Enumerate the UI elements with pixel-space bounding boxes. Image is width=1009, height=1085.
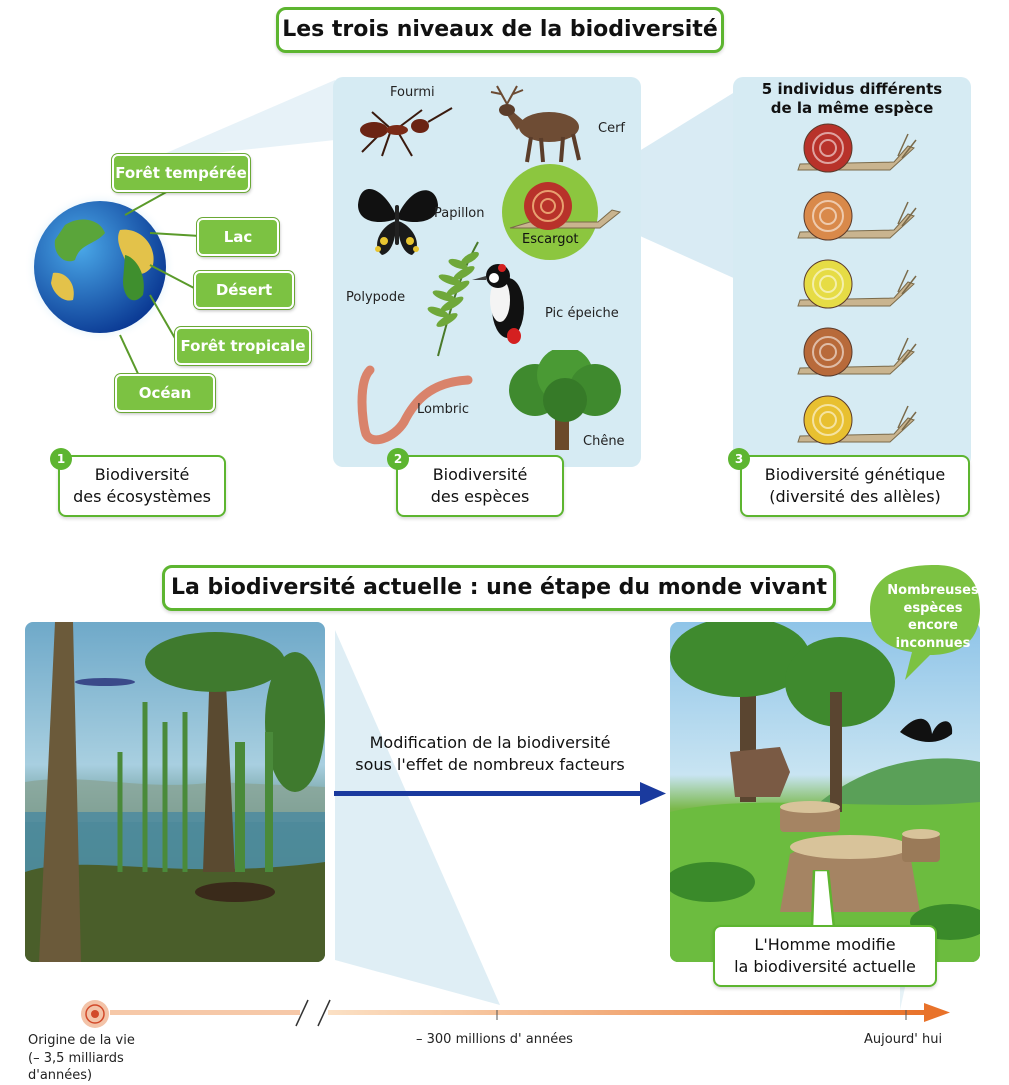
badge-3: 3 (728, 448, 750, 470)
timeline-origin (28, 1032, 188, 1085)
timeline-middle: – 300 millions d' années (416, 1032, 573, 1047)
human-modifies-box (713, 925, 937, 987)
bottom-title: La biodiversité actuelle : une étape du monde vivant (162, 565, 836, 611)
caption-ecosystemes-line2: des écosystèmes (73, 487, 211, 506)
snail-variant-3 (798, 260, 916, 308)
speech-bubble-text (878, 582, 988, 652)
caption-especes (396, 455, 564, 517)
caption-especes-line1: Biodiversité (432, 465, 528, 485)
caption-ecosystemes-line1: Biodiversité (94, 465, 190, 485)
bubble-line-3: encore (908, 618, 958, 634)
label-lac: Lac (197, 218, 279, 256)
label-pic-epeiche: Pic épeiche (545, 306, 619, 321)
bubble-line-4: inconnues (895, 635, 971, 651)
label-escargot: Escargot (522, 232, 579, 247)
human-box-pointer (808, 870, 838, 930)
badge-2: 2 (387, 448, 409, 470)
badge-1: 1 (50, 448, 72, 470)
label-fourmi: Fourmi (390, 85, 435, 100)
human-box-line2: la biodiversité actuelle (734, 957, 916, 976)
woodpecker-illustration (470, 258, 542, 354)
snail-variant-2 (798, 192, 916, 240)
snail-variant-1 (798, 124, 916, 172)
caption-genetique (740, 455, 970, 517)
genetic-header-line1: 5 individus différents (761, 80, 943, 98)
label-polypode: Polypode (346, 290, 406, 305)
label-foret-temperee: Forêt tempérée (112, 154, 250, 192)
snail-variant-4 (798, 328, 916, 376)
bubble-line-1: Nombreuses (887, 583, 979, 598)
modification-arrow (330, 780, 670, 808)
label-chene: Chêne (583, 434, 625, 449)
escargot-highlight-illustration (500, 162, 628, 262)
caption-ecosystemes (58, 455, 226, 517)
caption-genetique-line2: (diversité des allèles) (769, 487, 941, 506)
timeline-origin-line2: (– 3,5 milliards d'années) (28, 1050, 124, 1084)
arrow-caption-line2: sous l'effet de nombreux facteurs (355, 754, 625, 774)
arrow-caption-line1: Modification de la biodiversité (369, 733, 611, 752)
caption-especes-line2: des espèces (430, 487, 530, 506)
ant-illustration (352, 100, 467, 160)
genetic-header-line2: de la même espèce (770, 98, 934, 117)
deer-illustration (487, 82, 597, 167)
arrow-caption (330, 732, 650, 775)
label-lombric: Lombric (417, 402, 469, 417)
genetic-header (733, 80, 971, 118)
prehistoric-scene-drawing (25, 622, 325, 962)
snail-variants (790, 120, 920, 450)
label-ocean: Océan (115, 374, 215, 412)
label-foret-tropicale: Forêt tropicale (175, 327, 311, 365)
timeline-end: Aujourd' hui (864, 1032, 943, 1047)
prehistoric-scene (25, 622, 325, 962)
timeline-origin-line1: Origine de la vie (28, 1033, 135, 1048)
top-title: Les trois niveaux de la biodiversité (276, 7, 724, 53)
label-cerf: Cerf (598, 121, 625, 136)
caption-genetique-line1: Biodiversité génétique (764, 465, 946, 485)
timeline (0, 990, 1009, 1035)
label-desert: Désert (194, 271, 294, 309)
snail-variant-5 (798, 396, 916, 444)
bubble-line-2: espèces (903, 600, 963, 616)
label-papillon: Papillon (434, 206, 485, 221)
human-box-line1: L'Homme modifie (754, 935, 896, 955)
